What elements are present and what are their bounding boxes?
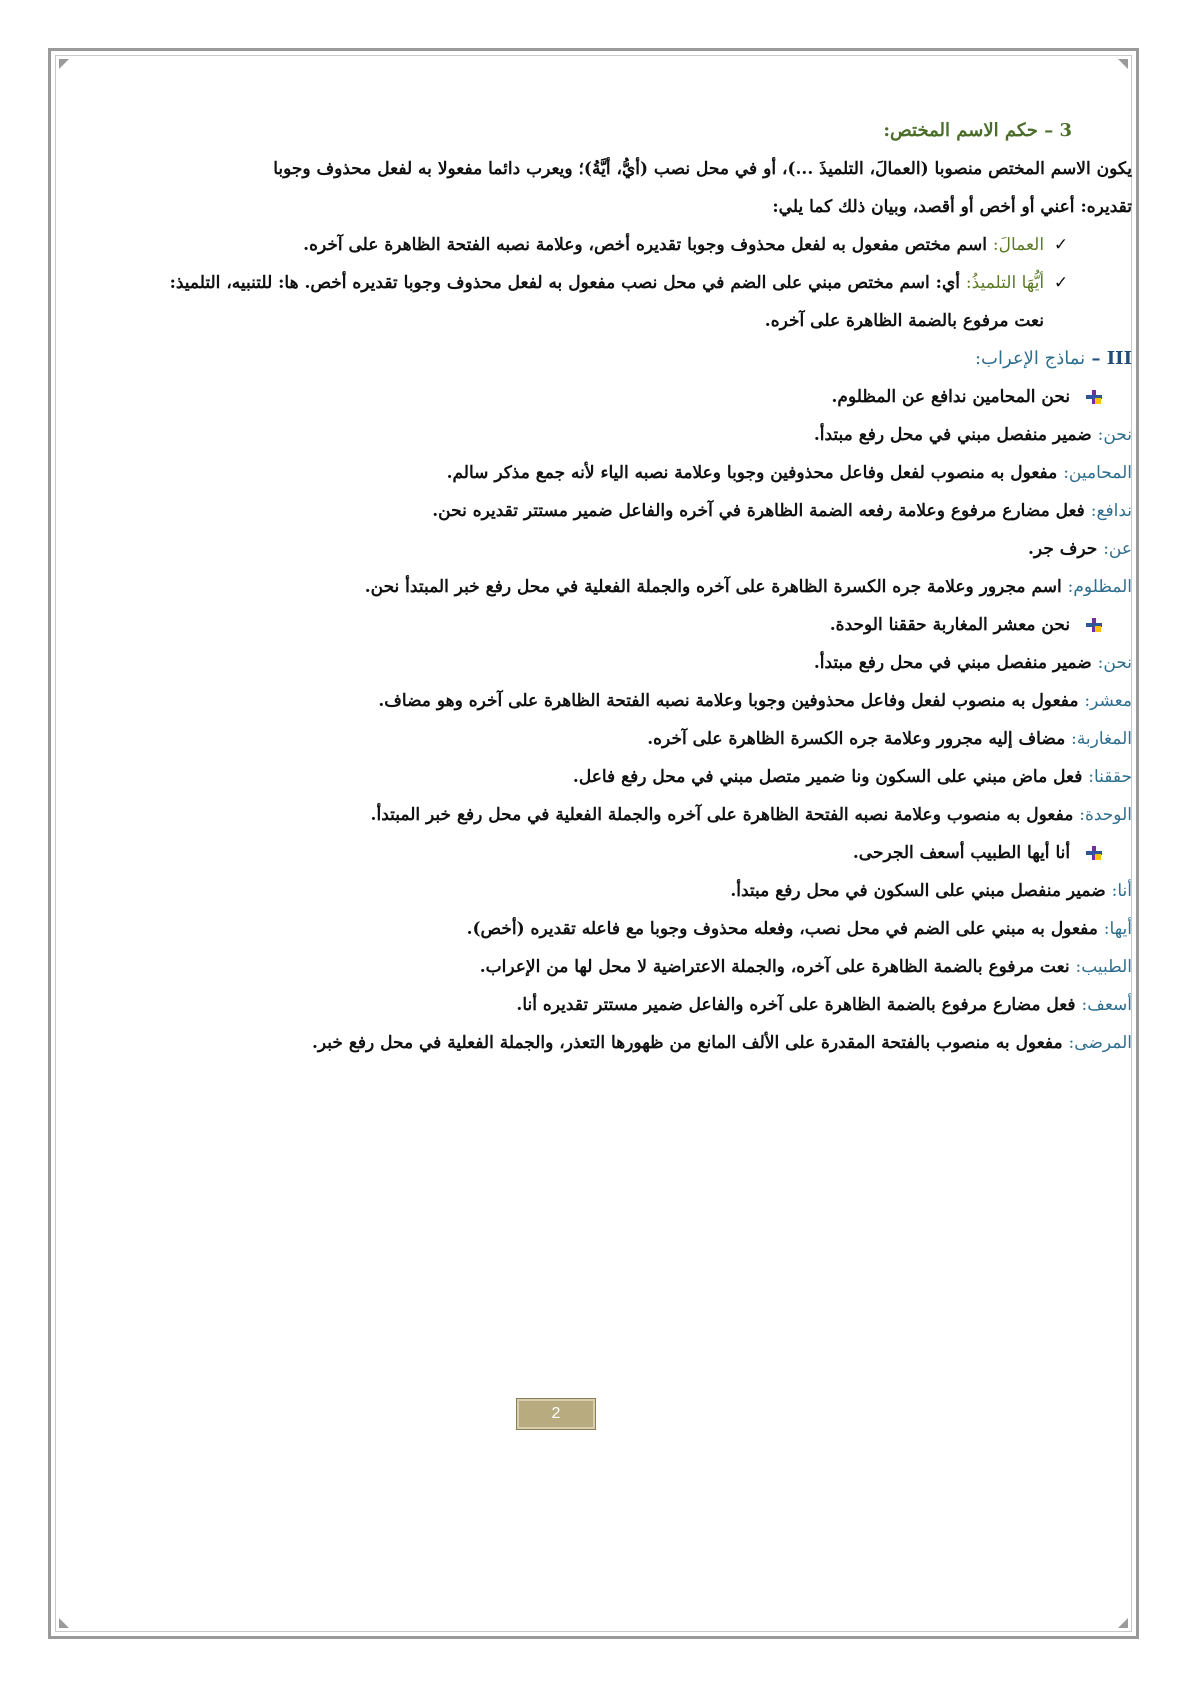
parse-row bbox=[70, 758, 1132, 796]
check-item-1 bbox=[70, 226, 1132, 264]
parse-text: اسم مجرور وعلامة جره الكسرة الظاهرة على آخره والجملة الفعلية في محل رفع خبر المبتدأ نحن. bbox=[364, 577, 1062, 597]
parse-text: مضاف إليه مجرور وعلامة جره الكسرة الظاهرة على آخره. bbox=[647, 729, 1066, 749]
parse-text: فعل مضارع مرفوع وعلامة رفعه الضمة الظاهرة في آخره والفاعل ضمير مستتر تقديره نحن. bbox=[432, 501, 1085, 521]
section-iii-heading bbox=[70, 340, 1132, 378]
parse-term: عن: bbox=[1103, 539, 1132, 559]
cross-bullet-icon bbox=[1086, 390, 1102, 404]
parse-row bbox=[70, 682, 1132, 720]
document-body bbox=[70, 112, 1132, 1062]
parse-term: المرضى: bbox=[1068, 1033, 1132, 1053]
section-3-number: 3 – bbox=[1044, 120, 1072, 141]
checkmark-icon: ✓ bbox=[1053, 235, 1069, 255]
parse-text: فعل ماض مبني على السكون ونا ضمير متصل مبني في محل رفع فاعل. bbox=[572, 767, 1083, 787]
parse-term: ندافع: bbox=[1090, 501, 1132, 521]
parse-row bbox=[70, 986, 1132, 1024]
parse-text: نعت مرفوع بالضمة الظاهرة على آخره، والجملة الاعتراضية لا محل لها من الإعراب. bbox=[479, 957, 1070, 977]
parse-row bbox=[70, 530, 1132, 568]
parse-term: أسعف: bbox=[1081, 995, 1132, 1015]
parse-term: الطبيب: bbox=[1075, 957, 1132, 977]
example-sentence-3 bbox=[70, 834, 1132, 872]
parse-text: مفعول به منصوب بالفتحة المقدرة على الألف المانع من ظهورها التعذر، والجملة الفعلية في محل رفع خبر. bbox=[311, 1033, 1063, 1053]
parse-text: ضمير منفصل مبني على السكون في محل رفع مبتدأ. bbox=[730, 881, 1106, 901]
check-item-1-term: العمالَ: bbox=[992, 235, 1045, 255]
example-sentence-2 bbox=[70, 606, 1132, 644]
example-sentence-text: نحن المحامين ندافع عن المظلوم. bbox=[831, 387, 1071, 407]
parse-row bbox=[70, 1024, 1132, 1062]
section-3-title: حكم الاسم المختص: bbox=[883, 120, 1038, 141]
section-iii-title: نماذج الإعراب: bbox=[974, 348, 1086, 369]
section-iii-number: III – bbox=[1091, 348, 1132, 369]
example-sentence-1 bbox=[70, 378, 1132, 416]
cross-bullet-icon bbox=[1086, 846, 1102, 860]
parse-term: أيها: bbox=[1103, 919, 1132, 939]
parse-text: مفعول به منصوب لفعل وفاعل محذوفين وجوبا وعلامة نصبه الفتحة الظاهرة على آخره وهو مضاف. bbox=[378, 691, 1079, 711]
parse-term: المحامين: bbox=[1063, 463, 1132, 483]
page-number: 2 bbox=[516, 1398, 596, 1430]
parse-row bbox=[70, 454, 1132, 492]
check-item-2-continuation: نعت مرفوع بالضمة الظاهرة على آخره. bbox=[764, 311, 1044, 331]
parse-text: فعل مضارع مرفوع بالضمة الظاهرة على آخره والفاعل ضمير مستتر تقديره أنا. bbox=[516, 995, 1076, 1015]
parse-row bbox=[70, 872, 1132, 910]
parse-row bbox=[70, 568, 1132, 606]
corner-ornament-bottom-right bbox=[1118, 1618, 1128, 1628]
parse-row bbox=[70, 644, 1132, 682]
parse-row bbox=[70, 948, 1132, 986]
parse-text: مفعول به مبني على الضم في محل نصب، وفعله محذوف وجوبا مع فاعله تقديره (أخص). bbox=[466, 919, 1098, 939]
parse-row bbox=[70, 416, 1132, 454]
parse-text: ضمير منفصل مبني في محل رفع مبتدأ. bbox=[813, 653, 1092, 673]
parse-term: أنا: bbox=[1111, 881, 1132, 901]
example-sentence-text: أنا أيها الطبيب أسعف الجرحى. bbox=[852, 843, 1071, 863]
parse-text: ضمير منفصل مبني في محل رفع مبتدأ. bbox=[813, 425, 1092, 445]
parse-row bbox=[70, 492, 1132, 530]
section-3-paragraph-line-2: تقديره: أعني أو أخص أو أقصد، وبيان ذلك كما يلي: bbox=[772, 197, 1132, 217]
example-sentence-text: نحن معشر المغاربة حققنا الوحدة. bbox=[829, 615, 1071, 635]
check-item-2-text: أي: اسم مختص مبني على الضم في محل نصب مفعول به لفعل محذوف وجوبا تقديره أخص. ها: للتنبيه، التلميذ: bbox=[169, 273, 960, 293]
parse-row bbox=[70, 796, 1132, 834]
checkmark-icon: ✓ bbox=[1053, 273, 1069, 293]
parse-text: مفعول به منصوب لفعل وفاعل محذوفين وجوبا وعلامة نصبه الياء لأنه جمع مذكر سالم. bbox=[446, 463, 1058, 483]
parse-term: المظلوم: bbox=[1067, 577, 1132, 597]
parse-term: المغاربة: bbox=[1071, 729, 1132, 749]
parse-term: حققنا: bbox=[1088, 767, 1132, 787]
check-item-2-term: أيُّهَا التلميذُ: bbox=[965, 273, 1045, 293]
parse-text: حرف جر. bbox=[1028, 539, 1098, 559]
parse-text: مفعول به منصوب وعلامة نصبه الفتحة الظاهرة على آخره والجملة الفعلية في محل رفع خبر المبتدأ. bbox=[370, 805, 1074, 825]
parse-term: نحن: bbox=[1097, 425, 1132, 445]
check-item-1-text: اسم مختص مفعول به لفعل محذوف وجوبا تقديره أخص، وعلامة نصبه الفتحة الظاهرة على آخره. bbox=[303, 235, 987, 255]
corner-ornament-bottom-left bbox=[59, 1618, 69, 1628]
corner-ornament-top-right bbox=[1118, 59, 1128, 69]
section-3-heading bbox=[70, 112, 1132, 150]
check-item-2 bbox=[70, 264, 1132, 302]
parse-term: معشر: bbox=[1084, 691, 1132, 711]
parse-row bbox=[70, 720, 1132, 758]
corner-ornament-top-left bbox=[59, 59, 69, 69]
parse-term: الوحدة: bbox=[1079, 805, 1132, 825]
section-3-paragraph-line-1: يكون الاسم المختص منصوبا (العمالَ، التلميذَ ...)، أو في محل نصب (أيُّ، أيَّةُ)؛ ويعرب دائما مفعولا به لفعل محذوف وجوبا bbox=[273, 159, 1132, 179]
parse-row bbox=[70, 910, 1132, 948]
cross-bullet-icon bbox=[1086, 618, 1102, 632]
parse-term: نحن: bbox=[1097, 653, 1132, 673]
